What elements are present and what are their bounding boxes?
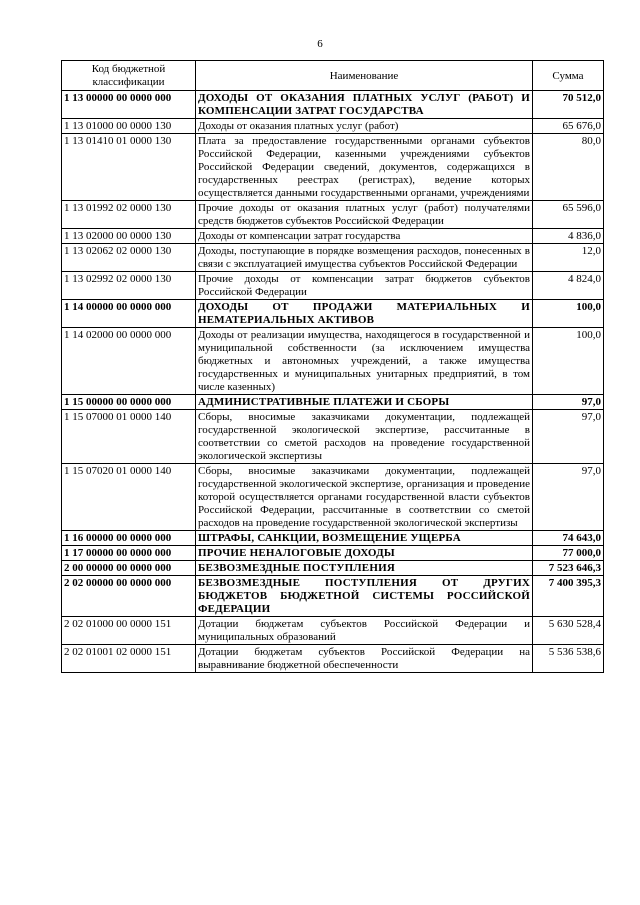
header-name: Наименование bbox=[196, 61, 533, 91]
table-row bbox=[62, 229, 604, 244]
item-name-cell: Доходы от оказания платных услуг (работ) bbox=[196, 119, 533, 134]
budget-code-cell: 1 17 00000 00 0000 000 bbox=[62, 546, 196, 561]
amount-cell: 80,0 bbox=[533, 134, 604, 201]
amount-cell: 65 676,0 bbox=[533, 119, 604, 134]
budget-code-cell: 1 16 00000 00 0000 000 bbox=[62, 531, 196, 546]
amount-cell: 7 400 395,3 bbox=[533, 576, 604, 617]
item-name-cell: Прочие доходы от оказания платных услуг (работ) получателями средств бюджетов субъектов Российской Федерации bbox=[196, 201, 533, 229]
item-name-cell: Дотации бюджетам субъектов Российской Федерации на выравнивание бюджетной обеспеченности bbox=[196, 645, 533, 673]
amount-cell: 5 630 528,4 bbox=[533, 617, 604, 645]
table-body bbox=[62, 91, 604, 673]
amount-cell: 4 824,0 bbox=[533, 272, 604, 300]
header-code: Код бюджетной классификации bbox=[62, 61, 196, 91]
budget-code-cell: 1 15 07000 01 0000 140 bbox=[62, 410, 196, 464]
budget-code-cell: 2 02 01000 00 0000 151 bbox=[62, 617, 196, 645]
budget-revenue-table bbox=[61, 60, 604, 673]
table-row bbox=[62, 395, 604, 410]
budget-code-cell: 1 15 07020 01 0000 140 bbox=[62, 464, 196, 531]
item-name-cell: Доходы, поступающие в порядке возмещения расходов, понесенных в связи с эксплуатацией имущества субъектов Российской Федерации bbox=[196, 244, 533, 272]
table-row bbox=[62, 91, 604, 119]
item-name-cell: Доходы от компенсации затрат государства bbox=[196, 229, 533, 244]
item-name-cell: Доходы от реализации имущества, находящегося в государственной и муниципальной собственности (за исключением имущества бюджетных и автономных учреждений, а также имущества государственных и муниципальных унитарных предприятий, в том числе казенных) bbox=[196, 328, 533, 395]
budget-code-cell: 1 13 02062 02 0000 130 bbox=[62, 244, 196, 272]
amount-cell: 97,0 bbox=[533, 395, 604, 410]
header-sum: Сумма bbox=[533, 61, 604, 91]
table-row bbox=[62, 244, 604, 272]
item-name-cell: ДОХОДЫ ОТ ПРОДАЖИ МАТЕРИАЛЬНЫХ И НЕМАТЕРИАЛЬНЫХ АКТИВОВ bbox=[196, 300, 533, 328]
table-header-row bbox=[62, 61, 604, 91]
item-name-cell: БЕЗВОЗМЕЗДНЫЕ ПОСТУПЛЕНИЯ bbox=[196, 561, 533, 576]
table-row bbox=[62, 645, 604, 673]
item-name-cell: ПРОЧИЕ НЕНАЛОГОВЫЕ ДОХОДЫ bbox=[196, 546, 533, 561]
amount-cell: 97,0 bbox=[533, 410, 604, 464]
table-row bbox=[62, 272, 604, 300]
table-row bbox=[62, 531, 604, 546]
budget-code-cell: 2 02 01001 02 0000 151 bbox=[62, 645, 196, 673]
table-row bbox=[62, 617, 604, 645]
amount-cell: 70 512,0 bbox=[533, 91, 604, 119]
item-name-cell: АДМИНИСТРАТИВНЫЕ ПЛАТЕЖИ И СБОРЫ bbox=[196, 395, 533, 410]
amount-cell: 7 523 646,3 bbox=[533, 561, 604, 576]
table-row bbox=[62, 328, 604, 395]
amount-cell: 74 643,0 bbox=[533, 531, 604, 546]
budget-code-cell: 1 13 02000 00 0000 130 bbox=[62, 229, 196, 244]
item-name-cell: Дотации бюджетам субъектов Российской Федерации и муниципальных образований bbox=[196, 617, 533, 645]
table-row bbox=[62, 201, 604, 229]
table-row bbox=[62, 576, 604, 617]
table-row bbox=[62, 546, 604, 561]
budget-code-cell: 1 13 01992 02 0000 130 bbox=[62, 201, 196, 229]
budget-code-cell: 1 13 02992 02 0000 130 bbox=[62, 272, 196, 300]
amount-cell: 65 596,0 bbox=[533, 201, 604, 229]
budget-code-cell: 1 13 01000 00 0000 130 bbox=[62, 119, 196, 134]
budget-code-cell: 2 02 00000 00 0000 000 bbox=[62, 576, 196, 617]
budget-code-cell: 1 14 00000 00 0000 000 bbox=[62, 300, 196, 328]
amount-cell: 4 836,0 bbox=[533, 229, 604, 244]
item-name-cell: Прочие доходы от компенсации затрат бюджетов субъектов Российской Федерации bbox=[196, 272, 533, 300]
item-name-cell: ДОХОДЫ ОТ ОКАЗАНИЯ ПЛАТНЫХ УСЛУГ (РАБОТ) И КОМПЕНСАЦИИ ЗАТРАТ ГОСУДАРСТВА bbox=[196, 91, 533, 119]
amount-cell: 97,0 bbox=[533, 464, 604, 531]
item-name-cell: Сборы, вносимые заказчиками документации, подлежащей государственной экологической экспертизе, организация и проведение которой осуществляется органами государственной власти субъектов Российской Федерации, рассчитанные в соответствии со сметой расходов на проведение государственной экологической экспертизы bbox=[196, 464, 533, 531]
amount-cell: 100,0 bbox=[533, 328, 604, 395]
budget-code-cell: 1 14 02000 00 0000 000 bbox=[62, 328, 196, 395]
item-name-cell: Сборы, вносимые заказчиками документации, подлежащей государственной экологической экспертизе, рассчитанные в соответствии со сметой расходов на проведение государственной экологической экспертизы bbox=[196, 410, 533, 464]
table-row bbox=[62, 410, 604, 464]
table-row bbox=[62, 300, 604, 328]
table-row bbox=[62, 464, 604, 531]
budget-code-cell: 1 13 01410 01 0000 130 bbox=[62, 134, 196, 201]
budget-code-cell: 1 15 00000 00 0000 000 bbox=[62, 395, 196, 410]
amount-cell: 100,0 bbox=[533, 300, 604, 328]
table-row bbox=[62, 119, 604, 134]
table-row bbox=[62, 134, 604, 201]
item-name-cell: ШТРАФЫ, САНКЦИИ, ВОЗМЕЩЕНИЕ УЩЕРБА bbox=[196, 531, 533, 546]
page-number: 6 bbox=[317, 38, 323, 50]
item-name-cell: БЕЗВОЗМЕЗДНЫЕ ПОСТУПЛЕНИЯ ОТ ДРУГИХ БЮДЖЕТОВ БЮДЖЕТНОЙ СИСТЕМЫ РОССИЙСКОЙ ФЕДЕРАЦИИ bbox=[196, 576, 533, 617]
table-row bbox=[62, 561, 604, 576]
item-name-cell: Плата за предоставление государственными органами субъектов Российской Федерации, казенными учреждениями субъектов Российской Федерации сведений, документов, содержащихся в государственных реестрах (регистрах), ведение которых осуществляется данными государственными органами, учреждениями bbox=[196, 134, 533, 201]
amount-cell: 77 000,0 bbox=[533, 546, 604, 561]
budget-code-cell: 2 00 00000 00 0000 000 bbox=[62, 561, 196, 576]
budget-code-cell: 1 13 00000 00 0000 000 bbox=[62, 91, 196, 119]
amount-cell: 5 536 538,6 bbox=[533, 645, 604, 673]
amount-cell: 12,0 bbox=[533, 244, 604, 272]
